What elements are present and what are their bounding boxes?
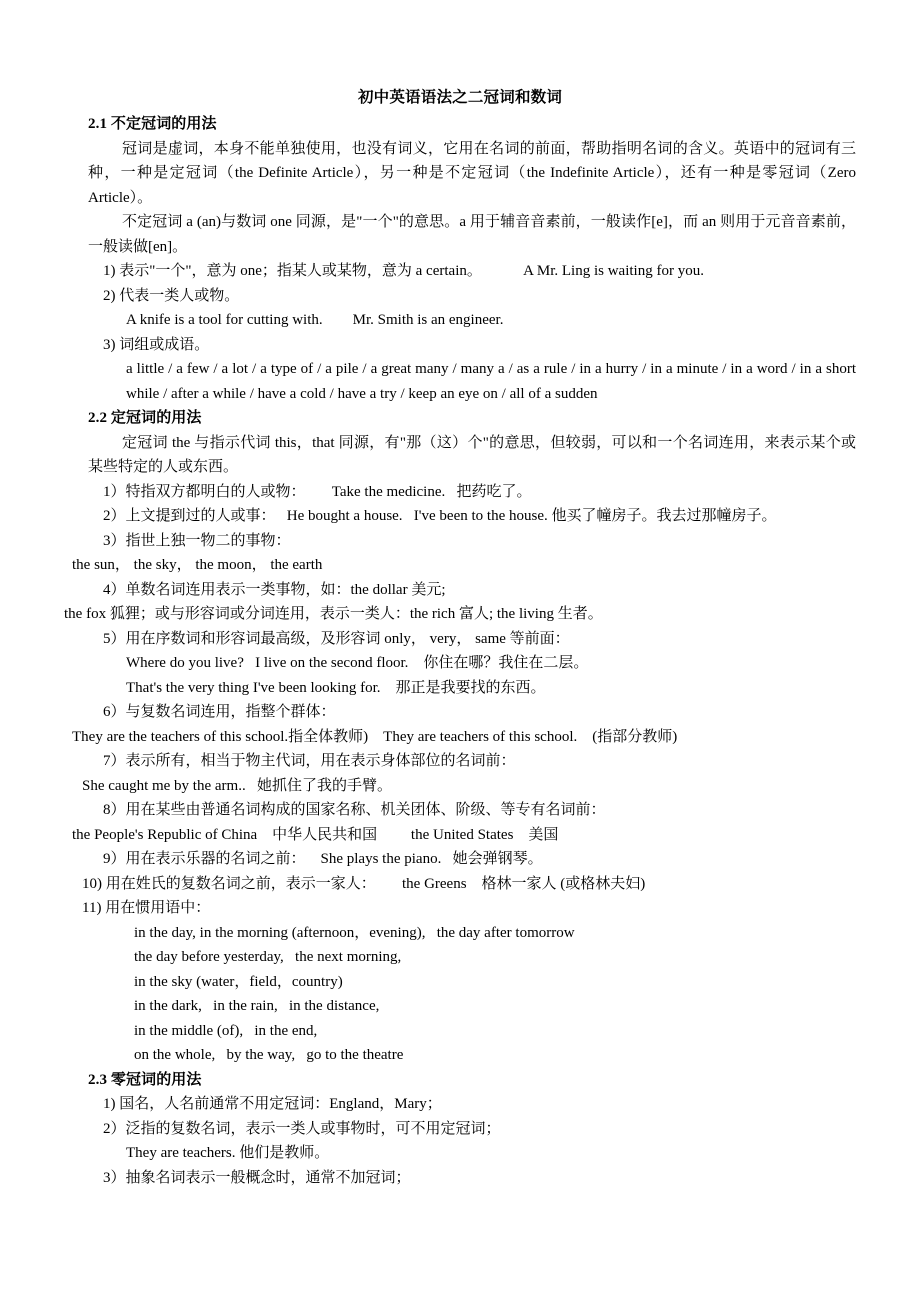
list-item-2-2-2: 2）上文提到过的人或事： He bought a house. I've been to the house. 他买了幢房子。我去过那幢房子。	[103, 508, 777, 524]
idiom-line-4: in the dark, in the rain, in the distance,	[134, 998, 380, 1014]
idiom-line-6: on the whole, by the way, go to the theatre	[134, 1047, 404, 1063]
idiom-line-2: the day before yesterday, the next morning,	[134, 949, 402, 965]
example-2-2-3-unique-things: the sun， the sky， the moon， the earth	[72, 557, 323, 573]
list-item-2-2-3: 3）指世上独一物二的事物：	[103, 532, 291, 549]
section-heading-2-2: 2.2 定冠词的用法	[88, 410, 202, 426]
example-2-2-6: They are the teachers of this school.指全体教师) They are teachers of this school. (指部分教师)	[72, 728, 678, 745]
list-item-2-2-4: 4）单数名词连用表示一类事物，如：the dollar 美元;	[103, 581, 446, 598]
section-heading-2-1: 2.1 不定冠词的用法	[88, 116, 217, 132]
document-body	[64, 86, 860, 1190]
section-heading-2-3: 2.3 零冠词的用法	[88, 1071, 202, 1088]
list-item-2-2-11: 11) 用在惯用语中：	[82, 900, 211, 916]
paragraph-a-an-origin: 不定冠词 a (an)与数词 one 同源，是"一个"的意思。a 用于辅音音素前，一般读作[e]，而 an 则用于元音音素前，一般读做[en]。	[88, 214, 856, 255]
example-2-2-5-b: That's the very thing I've been looking for. 那正是我要找的东西。	[126, 679, 546, 696]
list-item-2-2-7: 7）表示所有，相当于物主代词，用在表示身体部位的名词前：	[103, 753, 516, 769]
list-item-2-1-2: 2) 代表一类人或物。	[103, 287, 240, 304]
list-item-2-2-10: 10) 用在姓氏的复数名词之前，表示一家人： the Greens 格林一家人 (或格林夫妇)	[82, 875, 646, 892]
example-2-1-2: A knife is a tool for cutting with. Mr. Smith is an engineer.	[126, 312, 504, 328]
list-item-2-2-1: 1）特指双方都明白的人或物： Take the medicine. 把药吃了。	[103, 483, 532, 500]
list-item-2-2-5: 5）用在序数词和形容词最高级，及形容词 only， very， same 等前面：	[103, 630, 570, 647]
list-item-2-1-1: 1) 表示"一个"，意为 one；指某人或某物，意为 a certain。 A Mr. Ling is waiting for you.	[103, 263, 704, 279]
example-2-3-2: They are teachers. 他们是教师。	[126, 1145, 330, 1161]
idiom-line-1: in the day, in the morning (afternoon，evening), the day after tomorrow	[134, 924, 575, 941]
example-2-1-3-phrases: a little / a few / a lot / a type of / a pile / a great many / many a / as a rule / in a hurry / in a minute / in a word / in a short while / after a while / have a cold / have a try / keep an eye on / all of a sudden	[126, 361, 860, 402]
list-item-2-3-1: 1) 国名，人名前通常不用定冠词：England，Mary；	[103, 1096, 442, 1112]
paragraph-indefinite-article-intro: 冠词是虚词，本身不能单独使用，也没有词义，它用在名词的前面，帮助指明名词的含义。英语中的冠词有三种，一种是定冠词（the Definite Article），另一种是不定冠词（the Indefinite Article），还有一种是零冠词（Zero Article）。	[88, 140, 859, 206]
paragraph-definite-article-intro: 定冠词 the 与指示代词 this，that 同源，有"那（这）个"的意思，但较弱，可以和一个名词连用，来表示某个或某些特定的人或东西。	[88, 434, 856, 475]
example-2-2-5-a: Where do you live? I live on the second floor. 你住在哪？我住在二层。	[126, 655, 589, 671]
list-item-2-2-9: 9）用在表示乐器的名词之前： She plays the piano. 她会弹钢琴。	[103, 851, 543, 867]
list-item-2-3-3: 3）抽象名词表示一般概念时，通常不加冠词；	[103, 1169, 411, 1186]
list-item-2-3-2: 2）泛指的复数名词，表示一类人或事物时，可不用定冠词；	[103, 1120, 501, 1137]
idiom-line-3: in the sky (water，field，country)	[134, 973, 343, 990]
idiom-line-5: in the middle (of), in the end,	[134, 1022, 318, 1039]
example-2-2-8: the People's Republic of China 中华人民共和国 the United States 美国	[72, 826, 559, 843]
example-2-2-4-continuation: the fox 狐狸；或与形容词或分词连用，表示一类人：the rich 富人; the living 生者。	[64, 606, 603, 622]
list-item-2-1-3: 3) 词组或成语。	[103, 336, 210, 353]
list-item-2-2-6: 6）与复数名词连用，指整个群体：	[103, 704, 336, 720]
list-item-2-2-8: 8）用在某些由普通名词构成的国家名称、机关团体、阶级、等专有名词前：	[103, 802, 606, 818]
document-title: 初中英语语法之二冠词和数词	[357, 89, 563, 106]
example-2-2-7: She caught me by the arm.. 她抓住了我的手臂。	[82, 777, 392, 794]
